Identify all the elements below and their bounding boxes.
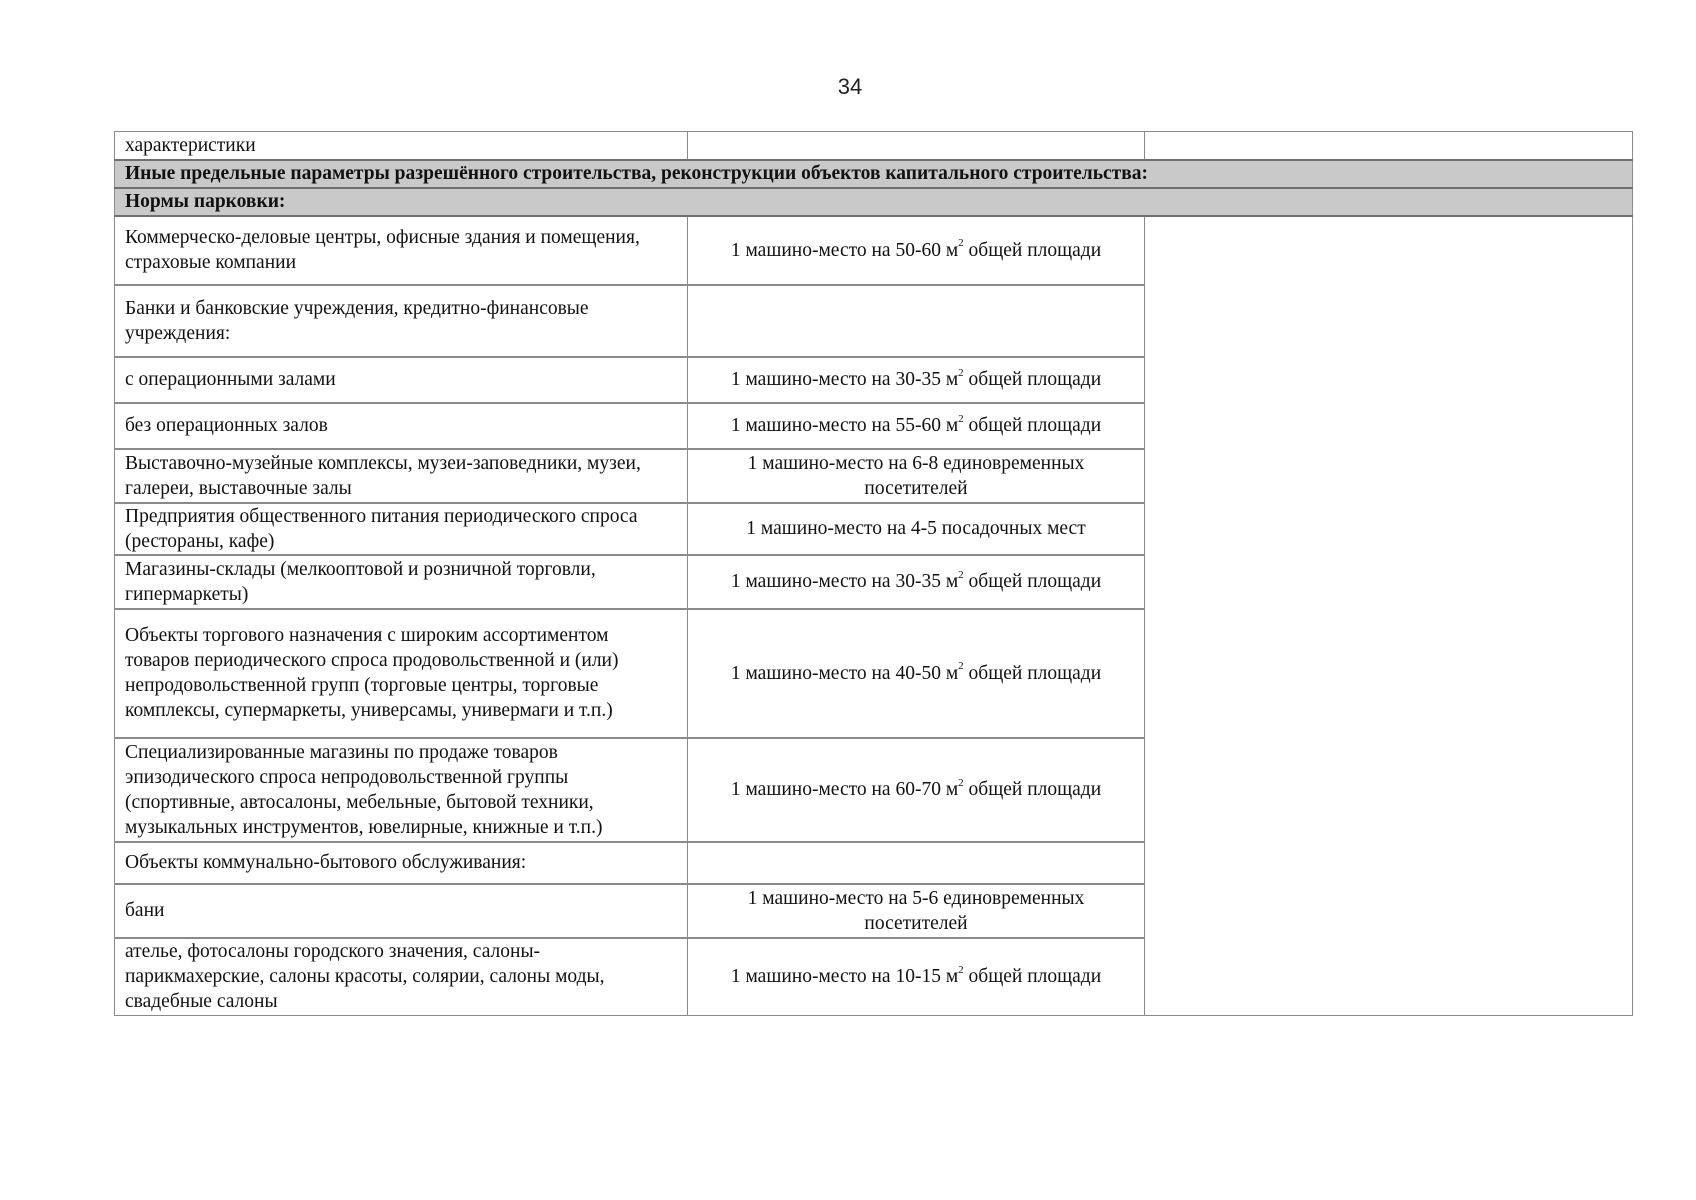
norm-cell <box>688 842 1145 884</box>
notes-column-empty <box>1145 216 1633 1016</box>
unit-exponent: 2 <box>958 412 964 425</box>
norm-cell: 1 машино-место на 4-5 посадочных мест <box>688 503 1145 555</box>
norm-cell <box>688 285 1145 357</box>
section-other-params: Иные предельные параметры разрешённого строительства, реконструкции объектов капитального строительства: <box>115 160 1633 188</box>
unit-exponent: 2 <box>958 776 964 789</box>
unit-exponent: 2 <box>958 660 964 672</box>
unit-m2: м <box>945 779 959 800</box>
norm-cell <box>688 555 1145 609</box>
norm-cell <box>688 216 1145 285</box>
object-cell: Специализированные магазины по продаже товаров эпизодического спроса непродовольственной группы (спортивные, автосалоны, мебельные, бытовой техники, музыкальных инструментов, ювелирные, книжные и т.п.) <box>115 738 688 842</box>
section-parking: Нормы парковки: <box>115 188 1633 216</box>
unit-m2: м <box>945 571 959 592</box>
unit-exponent: 2 <box>958 568 964 581</box>
area-suffix: общей площади <box>963 415 1102 436</box>
norm-text: 1 машино-место на 40-50 <box>730 662 946 684</box>
table-row <box>115 216 1633 285</box>
norm-cell <box>688 938 1145 1016</box>
norm-text: 1 машино-место на 50-60 <box>730 239 946 261</box>
unit-exponent: 2 <box>958 237 964 249</box>
object-cell: ателье, фотосалоны городского значения, салоны-парикмахерские, салоны красоты, солярии, салоны моды, свадебные салоны <box>115 938 688 1016</box>
norm-text: 1 машино-место на 30-35 <box>730 571 946 592</box>
norm-cell <box>688 403 1145 449</box>
area-suffix: общей площади <box>963 239 1102 261</box>
object-cell: бани <box>115 884 688 938</box>
area-suffix: общей площади <box>963 779 1102 800</box>
object-cell: без операционных залов <box>115 403 688 449</box>
norm-cell: 1 машино-место на 6-8 единовременных посетителей <box>688 449 1145 503</box>
area-suffix: общей площади <box>963 966 1102 988</box>
norm-text: 1 машино-место на 10-15 <box>730 966 946 988</box>
unit-m2: м <box>945 239 959 261</box>
object-cell: Банки и банковские учреждения, кредитно-финансовые учреждения: <box>115 285 688 357</box>
unit-m2: м <box>945 966 959 988</box>
row-characteristics-label: характеристики <box>115 132 688 160</box>
norm-cell <box>688 738 1145 842</box>
object-cell: Магазины-склады (мелкооптовой и розничной торговли, гипермаркеты) <box>115 555 688 609</box>
area-suffix: общей площади <box>963 571 1102 592</box>
section-header-row <box>115 188 1633 216</box>
object-cell: Объекты коммунально-бытового обслуживания: <box>115 842 688 884</box>
area-suffix: общей площади <box>963 662 1102 684</box>
norm-cell <box>688 609 1145 738</box>
object-cell: Выставочно-музейные комплексы, музеи-заповедники, музеи, галереи, выставочные залы <box>115 449 688 503</box>
norm-text: 1 машино-место на 55-60 <box>730 415 946 436</box>
object-cell: Коммерческо-деловые центры, офисные здания и помещения, страховые компании <box>115 216 688 285</box>
parking-norms-table <box>114 131 1633 1016</box>
norm-text: 1 машино-место на 60-70 <box>730 779 946 800</box>
unit-exponent: 2 <box>958 366 964 379</box>
unit-m2: м <box>945 415 959 436</box>
table-row <box>115 132 1633 160</box>
object-cell: Предприятия общественного питания периодического спроса (рестораны, кафе) <box>115 503 688 555</box>
area-suffix: общей площади <box>963 369 1102 390</box>
page-number: 34 <box>837 74 863 99</box>
object-cell: с операционными залами <box>115 357 688 403</box>
unit-m2: м <box>945 369 959 390</box>
empty-cell <box>688 132 1145 160</box>
section-header-row <box>115 160 1633 188</box>
norm-cell <box>688 357 1145 403</box>
unit-m2: м <box>945 662 959 684</box>
norm-text: 1 машино-место на 30-35 <box>730 369 946 390</box>
norm-cell: 1 машино-место на 5-6 единовременных посетителей <box>688 884 1145 938</box>
unit-exponent: 2 <box>958 963 964 976</box>
object-cell: Объекты торгового назначения с широким ассортиментом товаров периодического спроса продовольственной и (или) непродовольственной групп (торговые центры, торговые комплексы, супермаркеты, универсамы, универмаги и т.п.) <box>115 609 688 738</box>
empty-cell <box>1145 132 1633 160</box>
